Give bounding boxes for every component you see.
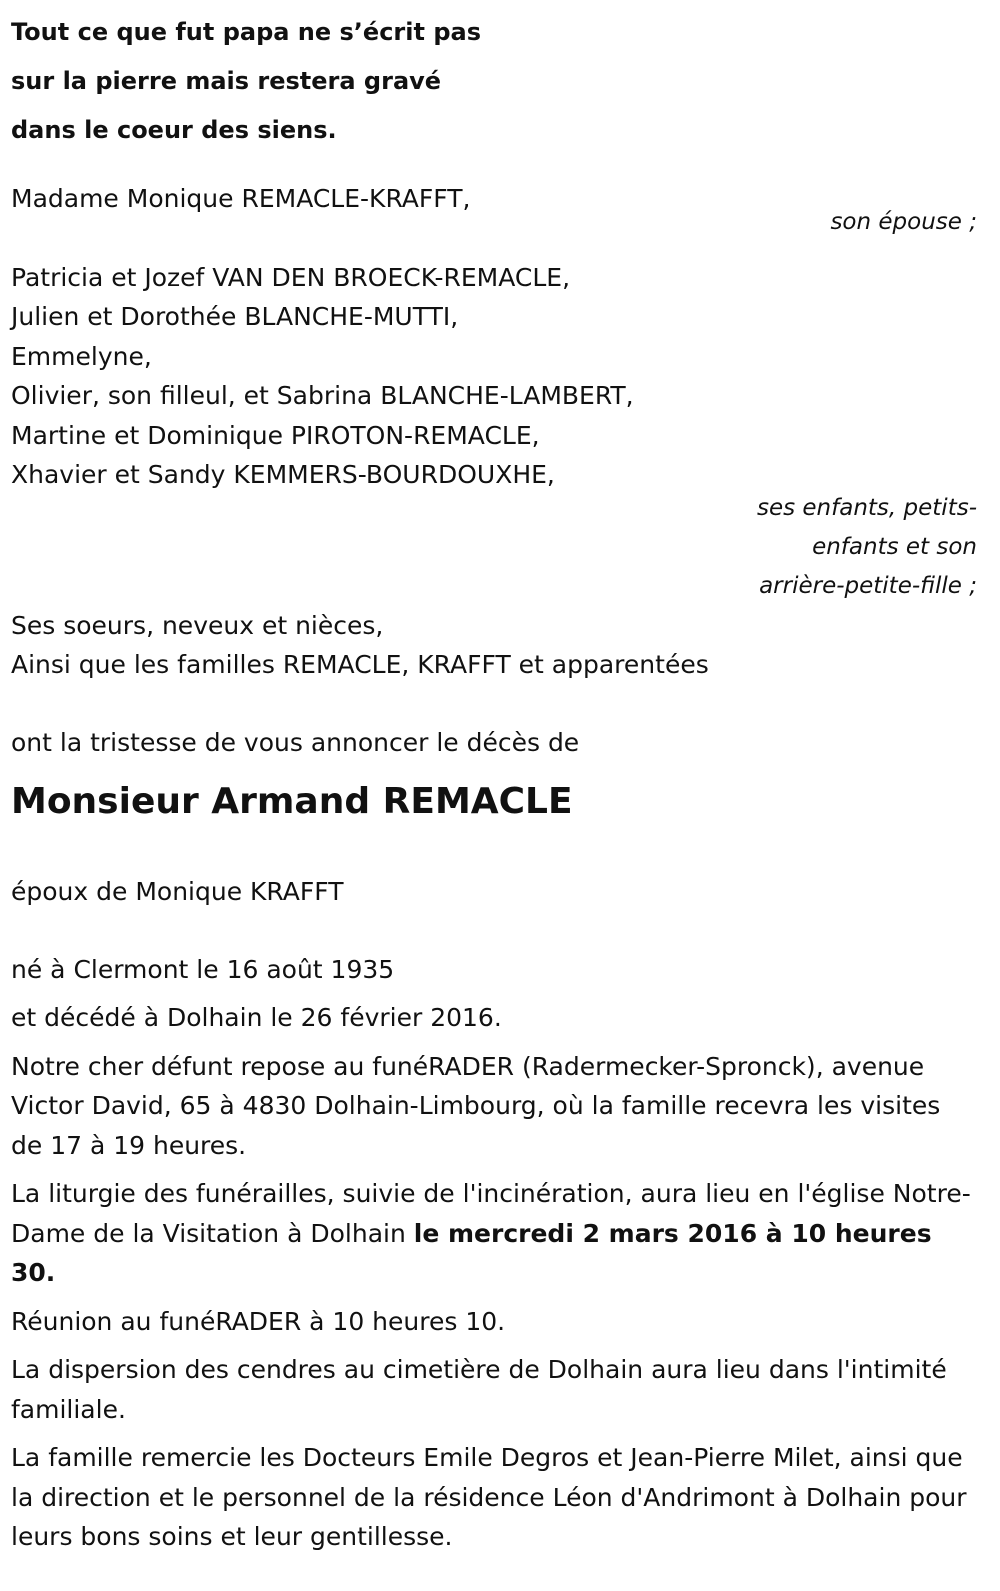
liturgy-text: La liturgie des funérailles, suivie de l'incinération, aura lieu en l'église Notre-Dame de la Visitation à Dolhain [11,1179,971,1248]
child-line: Patricia et Jozef VAN DEN BROECK-REMACLE, [11,262,571,292]
children-role-line: enfants et son [812,533,977,560]
announcement: ont la tristesse de vous annoncer le décès de [11,727,580,757]
epitaph-line: sur la pierre mais restera gravé [11,67,442,95]
family-block [11,606,977,685]
deceased-name: Monsieur Armand REMACLE [11,781,573,822]
spouse-block [11,179,977,242]
liturgy-date: le mercredi 2 mars 2016 à 10 heures 30. [11,1218,932,1287]
spouse-of: époux de Monique KRAFFT [11,877,344,906]
family-line: Ses soeurs, neveux et nièces, [11,610,384,640]
obituary-notice [11,8,977,1566]
child-line: Olivier, son filleul, et Sabrina BLANCHE-LAMBERT, [11,381,634,410]
thanks-info: La famille remercie les Docteurs Emile Degros et Jean-Pierre Milet, ainsi que la direction et le personnel de la résidence Léon d'Andrimont à Dolhain pour leurs bons soins et leur gentillesse. [11,1443,967,1551]
family-line: Ainsi que les familles REMACLE, KRAFFT et apparentées [11,650,709,679]
liturgy-info [11,1174,977,1293]
epitaph-line: dans le coeur des siens. [11,116,337,144]
repose-info: Notre cher défunt repose au funéRADER (Radermecker-Spronck), avenue Victor David, 65 à 4830 Dolhain-Limbourg, où la famille recevra les visites de 17 à 19 heures. [11,1051,941,1160]
spouse-role: son épouse ; [830,208,977,235]
birth-info: né à Clermont le 16 août 1935 [11,954,395,984]
children-block [11,258,977,606]
epitaph [11,8,977,155]
child-line: Xhavier et Sandy KEMMERS-BOURDOUXHE, [11,460,555,489]
dispersion-info: La dispersion des cendres au cimetière de Dolhain aura lieu dans l'intimité familiale. [11,1355,947,1424]
child-line: Emmelyne, [11,341,152,371]
children-role [737,489,977,606]
child-line: Martine et Dominique PIROTON-REMACLE, [11,420,540,450]
children-role-line: arrière-petite-fille ; [759,572,977,599]
epitaph-line: Tout ce que fut papa ne s’écrit pas [11,18,481,46]
children-role-line: ses enfants, petits- [756,494,977,521]
death-info: et décédé à Dolhain le 26 février 2016. [11,1003,502,1032]
reunion-info: Réunion au funéRADER à 10 heures 10. [11,1306,506,1336]
spouse-name: Madame Monique REMACLE-KRAFFT, [11,184,471,213]
child-line: Julien et Dorothée BLANCHE-MUTTI, [11,302,459,331]
